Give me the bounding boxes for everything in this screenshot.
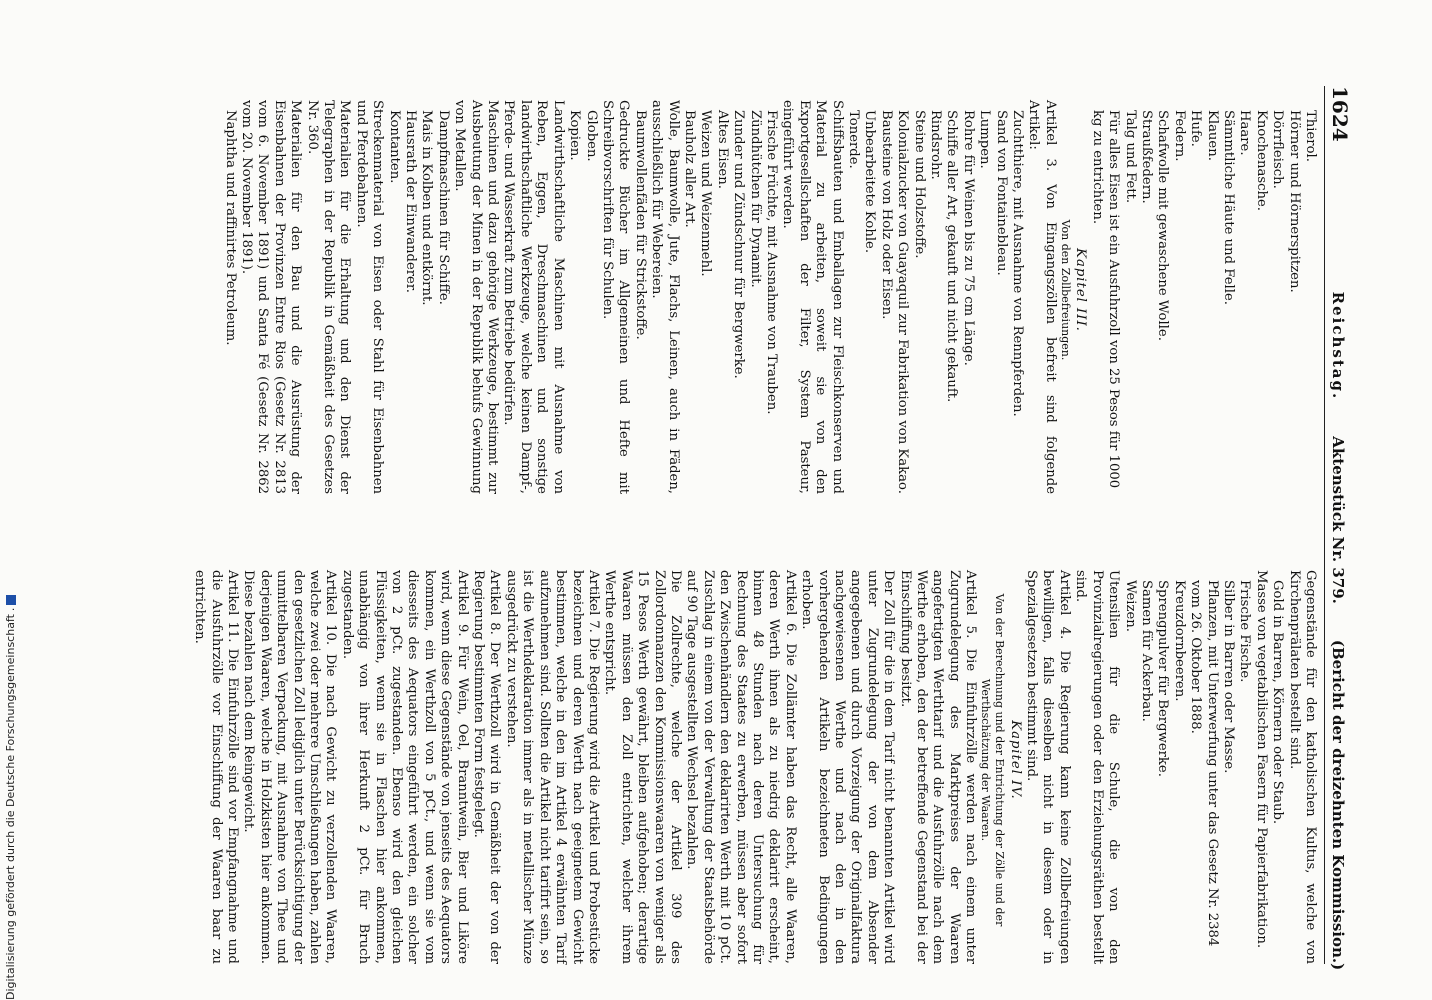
paragraph: Artikel 6. Die Zollämter haben das Recht, alle Waaren, deren Werth ihnen als zu niedrig deklarirt erscheint, binnen 48 Stunden nach deren Untersuchung für Rechnung des Staates zu erwerben, müssen aber sofort den Zwischenhändlern den deklarirten Werth mit 10 pCt. Zuschlag in einem von der Verwaltung der Staatsbehörde auf 90 Tage ausgestellten Wechsel bezahlen. [684, 570, 798, 964]
list-item: Klauen. [1204, 110, 1220, 161]
paragraph: Artikel 7. Die Regierung wird die Artikel und Probestücke bezeichnen und deren Werth nach geeignetem Gewicht bestimmen, welche in den im Artikel 4 erwähnten Tarif aufzunehmen sind. Sollten die Artikel nicht tarifirt sein, so ist die Werthdeklaration immer als in metallischer Münze ausgedrückt zu verstehen. [503, 570, 601, 964]
list-item: Frische Fische. [1237, 580, 1253, 683]
list-item: Hörner und Hörnerspitzen. [1286, 110, 1302, 293]
paragraph: Materialien für den Bau und die Ausrüstung der Eisenbahnen der Provinzen Entre Rios (Gesetz Nr. 2813 vom 6. November 1891) und Santa Fé (Gesetz Nr. 2862 vom 20. November 1891). [239, 100, 304, 494]
paragraph: Artikel 10. Die nach Gewicht zu verzollenden Waaren, welche zwei oder mehrere Umschließungen haben, zahlen den gesetzlichen Zoll lediglich unter Berücksichtigung der unmittelbaren Verpackung, mit Ausnahme von Thee und derjenigen Waaren, welche in Holzkisten hier ankommen. Diese bezahlen nach dem Reingewicht. [241, 570, 339, 964]
paragraph: Artikel 4. Die Regierung kann keine Zollbefreiungen bewilligen, falls dieselben nicht in diesem oder in Spezialgesetzen bestimmt sind. [1024, 570, 1072, 964]
list-item: Globen. [583, 110, 599, 162]
paragraph: Schiffsbauten und Emballagen zur Fleischkonserven und Material zu arbeiten, soweit sie von den Exportgesellschaften der Filter, System Pasteur, eingeführt werden. [780, 100, 845, 494]
list-item: Federn. [1171, 110, 1187, 162]
paragraph: Artikel 5. Die Einfuhrzölle werden nach einem unter Zugrundelegung des Marktpreises der Waaren angefertigten Werthtarif und die Ausfuhrzölle nach dem Werthe erhoben, den der betreffende Gegenstand bei der Einschiffung besitzt. [897, 570, 979, 964]
list-item: Weizen. [1122, 580, 1138, 632]
list-item: Altes Eisen. [714, 110, 730, 189]
list-item: Zunder und Zündschnur für Bergwerke. [731, 110, 747, 379]
list-item: Mais in Kolben und entkörnt. [419, 110, 435, 306]
paragraph: Artikel 3. Von Eingangszöllen befreit sind folgende Artikel: [1026, 100, 1058, 494]
credit-text: Digitalisierung gefördert durch die Deutsche Forschungsgemeinschaft [4, 614, 17, 1000]
page-title: Reichstag. [1329, 291, 1347, 401]
paragraph: Materialien für die Erhaltung und den Dienst der Telegraphen in der Republik in Gemäßheit des Gesetzes Nr. 360. [304, 100, 353, 494]
paragraph: Der Zoll für die in dem Tarif nicht benannten Artikel wird unter Zugrundelegung der von dem Absender angegebenen und durch Vorzeigung der Originalfaktura nachgewiesenen Werthe und nach den in den vorhergehenden Artikeln bezeichneten Bedingungen erhoben. [799, 570, 897, 964]
paragraph: Maschinen und dazu gehörige Werkzeuge, bestimmt zur Ausbeutung der Minen in der Republik behufs Gewinnung von Metallen. [452, 100, 501, 494]
paragraph: Gedruckte Bücher im Allgemeinen und Hefte mit Schreibvorschriften für Schulen. [599, 100, 632, 494]
list-item: Kolonialzucker von Guayaquil zur Fabrikation von Kakao. [895, 110, 911, 494]
list-item: Rohre für Weinen bis zu 75 cm Länge. [960, 110, 976, 366]
list-item: Talg und Fett. [1122, 110, 1138, 204]
list-item: Dampfmaschinen für Schiffe. [435, 110, 451, 305]
list-item: Kopien. [567, 110, 583, 161]
dfg-logo-icon [6, 595, 16, 605]
list-item: Sprengpulver für Bergwerke. [1155, 580, 1171, 777]
chapter-subheading: Von der Berechnung und der Entrichtung der Zölle und der Werthschätzung der Waaren. [979, 593, 1007, 927]
list-item: Haare. [1237, 110, 1253, 156]
list-item: Sämmtliche Häute und Felle. [1220, 110, 1236, 305]
chapter-heading: Kapitel IV. [1007, 720, 1023, 800]
digitization-credit: Digitalisierung gefördert durch die Deutsche Forschungsgemeinschaft . [4, 595, 17, 1000]
list-item: Hufe. [1188, 110, 1204, 147]
list-item: Bauholz aller Art. [681, 110, 697, 228]
paragraph: Utensilien für die Schule, die von den Provinzialregierungen oder den Erziehungsräthen bestellt sind. [1073, 570, 1122, 964]
paragraph: Masse von vegetabilischen Fasern für Papierfabrikation. [1253, 570, 1269, 949]
chapter-heading: Kapitel III. [1073, 248, 1089, 332]
list-item: Knochenasche. [1253, 110, 1269, 211]
paragraph: Artikel 9. Für Wein, Oel, Branntwein, Bier und Liköre wird, wenn diese Gegenstände von jenseits des Aequators kommen, ein Werthzoll von 5 pCt., und wenn sie vom diesseits des Aequators eingeführt werden, ein solcher von 2 pCt. zugestanden. Ebenso wird den gleichen Flüssigkeiten, wenn sie in Flaschen hier ankommen, unabhängig von ihrer Herkunft 2 pCt. für Bruch zugestanden. [339, 570, 470, 964]
list-item: Frische Früchte, mit Ausnahme von Trauben. [764, 110, 779, 415]
document-number: Aktenstück Nr. 379. [1329, 436, 1347, 604]
page-header [1324, 86, 1352, 971]
list-item: Zuchtthiere, mit Ausnahme von Rennpferden. [1010, 110, 1026, 417]
list-item: Zündhütchen für Dynamit. [747, 110, 763, 288]
list-item: Unbearbeitete Kohle. [862, 110, 878, 254]
list-item: Naphtha und raffinirtes Petroleum. [222, 110, 238, 346]
paragraph: Artikel 11. Die Einfuhrzölle sind vor Empfangnahme und die Ausfuhrzölle vor Einschiffung der Waaren baar zu entrichten. [192, 570, 240, 964]
list-item: Sand von Fontainebleau. [993, 110, 1009, 276]
list-item: Thierol. [1303, 110, 1318, 162]
list-item: Schiffe aller Art, gekauft und nicht gekauft. [944, 110, 960, 403]
list-item: Gold in Barren, Körnern oder Staub. [1270, 580, 1286, 825]
list-item: Lumpen. [977, 110, 993, 169]
report-subtitle: (Bericht der dreizehnten Kommission.) [1329, 639, 1347, 971]
list-item: Bausteine von Holz oder Eisen. [878, 110, 894, 320]
list-item: Baumwollenfäden für Strickstoffe. [632, 110, 648, 340]
paragraph: Streckenmaterial von Eisen oder Stahl für Eisenbahnen und Pferdebahnen. [353, 100, 386, 494]
paragraph: Gegenstände für den katholischen Kultus, welche von Kirchenprälaten bestellt sind. [1286, 570, 1318, 964]
list-item: Kontanten. [386, 110, 402, 184]
list-item: Samen für Ackerbau. [1138, 580, 1154, 722]
chapter-subheading: Von den Zollbefreiungen. [1058, 219, 1072, 361]
list-item: Rindsrohr. [928, 110, 944, 180]
list-item: Tonerde. [846, 110, 862, 169]
list-item: Schafwolle mit gewaschene Wolle. [1155, 110, 1171, 341]
list-item: Kreuzdornbeeren. [1171, 580, 1187, 702]
paragraph: Die Zollrechte, welche der Artikel 309 des Zollordonnanzen den Kommissionswaaren von weniger als 15 Pesos Werth gewährt, bleiben aufgehoben; derartige Waaren müssen den Zoll entrichten, welcher ihrem Werthe entspricht. [602, 570, 683, 964]
paragraph: Artikel 8. Der Werthzoll wird in Gemäßheit der von der Regierung bestimmten Form festgelegt. [471, 570, 503, 964]
list-item: Straußfedern. [1138, 110, 1154, 204]
paragraph: Landwirthschaftliche Maschinen mit Ausnahme von Reben, Eggen, Dreschmaschinen und sonstige landwirthschaftliche Werkzeuge, welche keinen Dampf-, Pferde- und Wasserkraft zum Betriebe bedürfen. [501, 100, 566, 494]
list-item: Hausrath der Einwanderer. [403, 110, 419, 293]
list-item: Pflanzen, mit Unterwerfung unter das Gesetz Nr. 2384 vom 26. Oktober 1888. [1188, 580, 1220, 947]
page-number: 1624 [1328, 86, 1352, 142]
paragraph: Wolle, Baumwolle, Jute, Flachs, Leinen, auch in Fäden, ausschließlich für Webereien. [649, 100, 681, 494]
list-item: Dörrfleisch. [1270, 110, 1286, 189]
left-column [191, 86, 1318, 494]
right-column [191, 556, 1318, 964]
list-item: Steine und Holzstoffe. [911, 110, 927, 259]
list-item: Silber in Barren oder Masse. [1220, 580, 1236, 774]
list-item: Weizen und Weizenmehl. [698, 110, 714, 277]
list-item: Für alles Eisen ist ein Ausfuhrzoll von 25 Pesos für 1000 kg zu entrichten. [1089, 110, 1122, 489]
